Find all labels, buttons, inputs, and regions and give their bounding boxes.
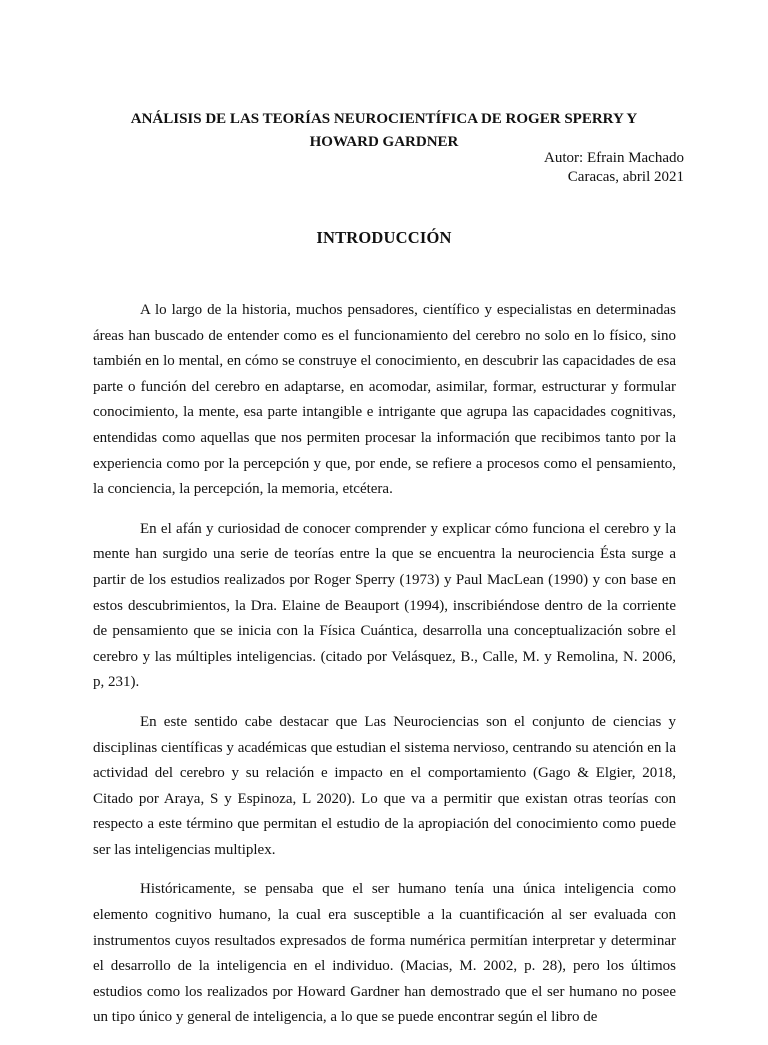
title-line-1: ANÁLISIS DE LAS TEORÍAS NEUROCIENTÍFICA DE ROGER SPERRY Y: [130, 111, 638, 127]
author-line: Autor: Efrain Machado: [544, 150, 684, 166]
paragraph-2: En el afán y curiosidad de conocer comprender y explicar cómo funciona el cerebro y la mente han surgido una serie de teorías entre la que se encuentra la neurociencia Ésta surge a partir de los estudios realizados por Roger Sperry (1973) y Paul MacLean (1990) y con base en estos descubrimientos, la Dra. Elaine de Beauport (1994), inscribiéndose dentro de la corriente de pensamiento que se inicia con la Física Cuántica, desarrolla una conceptualización sobre el cerebro y las múltiples inteligencias. (citado por Velásquez, B., Calle, M. y Remolina, N. 2006, p, 231).: [93, 520, 676, 691]
title-line-2: HOWARD GARDNER: [309, 134, 459, 150]
paragraph-1: A lo largo de la historia, muchos pensadores, científico y especialistas en determinadas áreas han buscado de entender como es el funcionamiento del cerebro no solo en lo físico, sino también en lo mental, en cómo se construye el conocimiento, en descubrir las capacidades de esa parte o función del cerebro en adaptarse, en acomodar, asimilar, formar, estructurar y formular conocimiento, la mente, esa parte intangible e intrigante que agrupa las capacidades cognitivas, entendidas como aquellas que nos permiten procesar la información que recibimos tanto por la experiencia como por la percepción y que, por ende, se refiere a procesos como el pensamiento, la conciencia, la percepción, la memoria, etcétera.: [93, 302, 676, 498]
document-title: [60, 108, 708, 154]
author-block: [544, 149, 684, 187]
place-date-line: Caracas, abril 2021: [567, 169, 684, 185]
section-heading: INTRODUCCIÓN: [316, 228, 452, 247]
document-body: [93, 298, 676, 1045]
paragraph-4: Históricamente, se pensaba que el ser humano tenía una única inteligencia como elemento cognitivo humano, la cual era susceptible a la cuantificación al ser evaluada con instrumentos cuyos resultados expresados de forma numérica permitían interpretar y determinar el desarrollo de la inteligencia en el individuo. (Macias, M. 2002, p. 28), pero los últimos estudios como los realizados por Howard Gardner han demostrado que el ser humano no posee un tipo único y general de inteligencia, a lo que se puede encontrar según el libro de: [93, 881, 676, 1026]
paragraph-3: En este sentido cabe destacar que Las Neurociencias son el conjunto de ciencias y disciplinas científicas y académicas que estudian el sistema nervioso, centrando su atención en la actividad del cerebro y su relación e impacto en el comportamiento (Gago & Elgier, 2018, Citado por Araya, S y Espinoza, L 2020). Lo que va a permitir que existan otras teorías con respecto a este término que permitan el estudio de la apropiación del conocimiento como puede ser las inteligencias multiplex.: [93, 713, 676, 858]
